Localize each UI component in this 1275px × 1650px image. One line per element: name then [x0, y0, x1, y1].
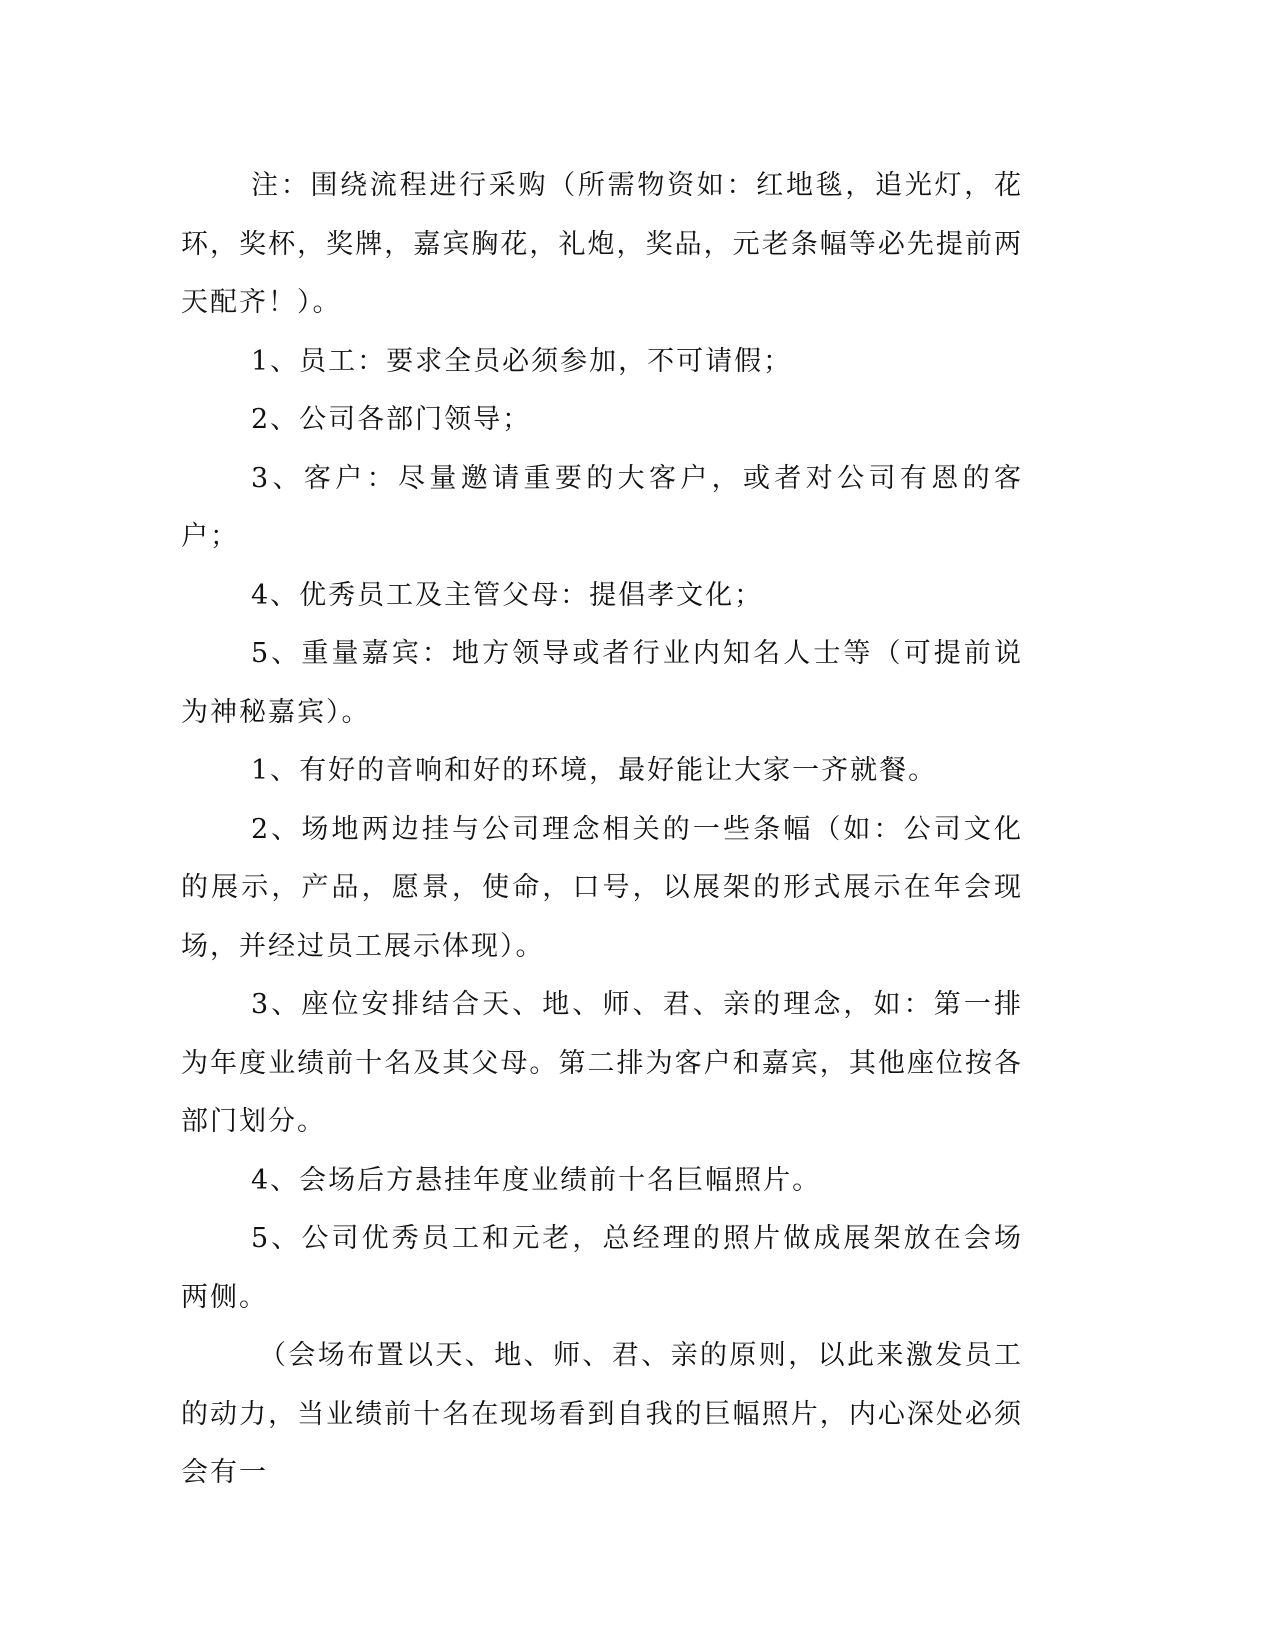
- attendee-item-clients: 3、客户：尽量邀请重要的大客户，或者对公司有恩的客户；: [181, 462, 1023, 552]
- attendee-item-leaders: 2、公司各部门领导；: [251, 404, 532, 435]
- venue-item-audio: 1、有好的音响和好的环境，最好能让大家一齐就餐。: [251, 755, 938, 786]
- attendee-item-staff: 1、员工：要求全员必须参加，不可请假；: [251, 345, 793, 377]
- document-body: [181, 157, 1023, 1503]
- venue-item-photos: 4、会场后方悬挂年度业绩前十名巨幅照片。: [251, 1164, 822, 1196]
- note-paragraph: 注：围绕流程进行采购（所需物资如：红地毯，追光灯，花环，奖杯，奖牌，嘉宾胸花，礼炮，奖品，元老条幅等必先提前两天配齐！）。: [181, 170, 1023, 318]
- venue-item-banners: 2、场地两边挂与公司理念相关的一些条幅（如：公司文化的展示，产品，愿景，使命，口号，以展架的形式展示在年会现场，并经过员工展示体现）。: [181, 813, 1023, 962]
- venue-item-seating: 3、座位安排结合天、地、师、君、亲的理念，如：第一排为年度业绩前十名及其父母。第二排为客户和嘉宾，其他座位按各部门划分。: [181, 989, 1023, 1137]
- venue-principle-paragraph: （会场布置以天、地、师、君、亲的原则，以此来激发员工的动力，当业绩前十名在现场看到自我的巨幅照片，内心深处必须会有一: [181, 1340, 1023, 1488]
- venue-item-displays: 5、公司优秀员工和元老，总经理的照片做成展架放在会场两侧。: [181, 1223, 1023, 1313]
- attendee-item-vip-guests: 5、重量嘉宾：地方领导或者行业内知名人士等（可提前说为神秘嘉宾）。: [181, 638, 1023, 728]
- attendee-item-parents: 4、优秀员工及主管父母：提倡孝文化；: [251, 579, 764, 611]
